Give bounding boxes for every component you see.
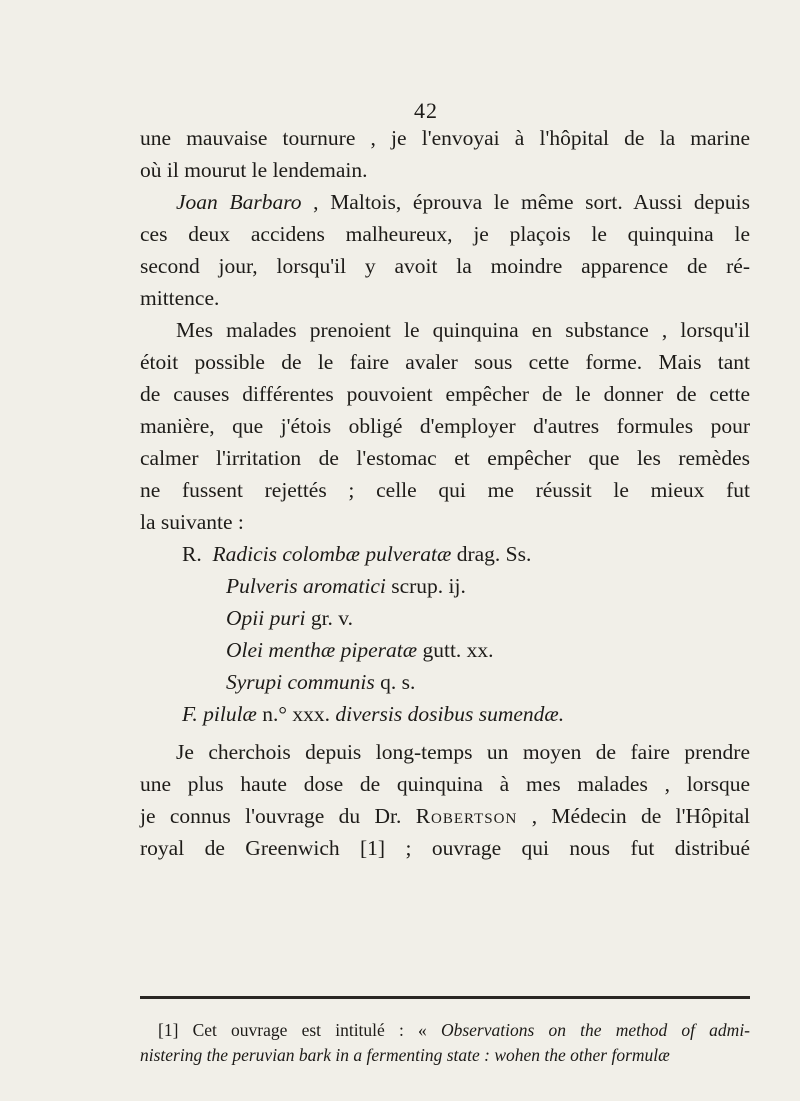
text-line: la suivante : (140, 510, 244, 534)
text-line (140, 800, 750, 832)
rx-symbol: R. (182, 542, 202, 566)
prescription-line (140, 602, 750, 634)
prescription-line (140, 538, 750, 570)
footnote-rule (140, 996, 750, 999)
text-line: une plus haute dose de quinquina à mes malades , lorsque (140, 772, 750, 796)
text-line: ne fussent rejettés ; celle qui me réussit le mieux fut (140, 478, 750, 502)
prescription-line (140, 666, 750, 698)
ingredient-name: Pulveris aromatici (226, 574, 386, 598)
ingredient-dose: gr. v. (310, 606, 354, 630)
footnote-title: Observations on the method of admi- (440, 1020, 751, 1040)
pill-count: n.° xxx. (262, 702, 330, 726)
page-number: 42 (414, 98, 438, 123)
footnote-marker: [1] (158, 1020, 179, 1040)
prescription-line (140, 698, 750, 730)
dosage-instruction: diversis dosibus sumendæ. (335, 702, 565, 726)
ingredient-dose: drag. Ss. (456, 542, 532, 566)
person-name: Joan Barbaro (176, 190, 302, 214)
text-line: où il mourut le lendemain. (140, 158, 368, 182)
f-symbol: F. (182, 702, 198, 726)
ingredient-name: Radicis colombæ pulveratæ (212, 542, 452, 566)
text-line: royal de Greenwich [1] ; ouvrage qui nous fut distribué (140, 836, 750, 860)
author-name: Robertson (415, 804, 518, 828)
footnote (140, 1018, 750, 1068)
ingredient-dose: q. s. (380, 670, 416, 694)
text-fragment: , Médecin de l'Hôpital (517, 804, 750, 828)
pill-word: pilulæ (203, 702, 257, 726)
footnote-line (140, 1018, 750, 1043)
paragraph-3 (140, 314, 750, 538)
footnote-title: nistering the peruvian bark in a fermenting state : wohen the other formulæ (140, 1045, 670, 1065)
text-line: une mauvaise tournure , je l'envoyai à l'hôpital de la marine (140, 126, 750, 150)
ingredient-name: Olei menthæ piperatæ (226, 638, 418, 662)
prescription-line (140, 634, 750, 666)
text-fragment: je connus l'ouvrage du Dr. (140, 804, 416, 828)
paragraph-2 (140, 186, 750, 314)
text-line: de causes différentes pouvoient empêcher de le donner de cette (140, 382, 750, 406)
text-line: mittence. (140, 286, 220, 310)
prescription (140, 538, 750, 730)
text-line: Je cherchois depuis long-temps un moyen de faire prendre (176, 740, 750, 764)
text-fragment: , Maltois, éprouva le même sort. Aussi depuis (313, 190, 751, 214)
text-line: ces deux accidens malheureux, je plaçois le quinquina le (140, 222, 750, 246)
footnote-text: Cet ouvrage est intitulé : « (178, 1020, 441, 1040)
text-line: étoit possible de le faire avaler sous cette forme. Mais tant (140, 350, 750, 374)
text-line: second jour, lorsqu'il y avoit la moindre apparence de ré- (140, 254, 750, 278)
ingredient-dose: scrup. ij. (391, 574, 466, 598)
paragraph-4 (140, 736, 750, 864)
prescription-line (140, 570, 750, 602)
ingredient-name: Opii puri (226, 606, 306, 630)
text-line: Mes malades prenoient le quinquina en substance , lorsqu'il (176, 318, 750, 342)
ingredient-dose: gutt. xx. (422, 638, 494, 662)
text-line: manière, que j'étois obligé d'employer d'autres formules pour (140, 414, 750, 438)
ingredient-name: Syrupi communis (226, 670, 375, 694)
text-line: calmer l'irritation de l'estomac et empêcher que les remèdes (140, 446, 750, 470)
paragraph-1 (140, 122, 750, 186)
text-line (140, 186, 750, 218)
